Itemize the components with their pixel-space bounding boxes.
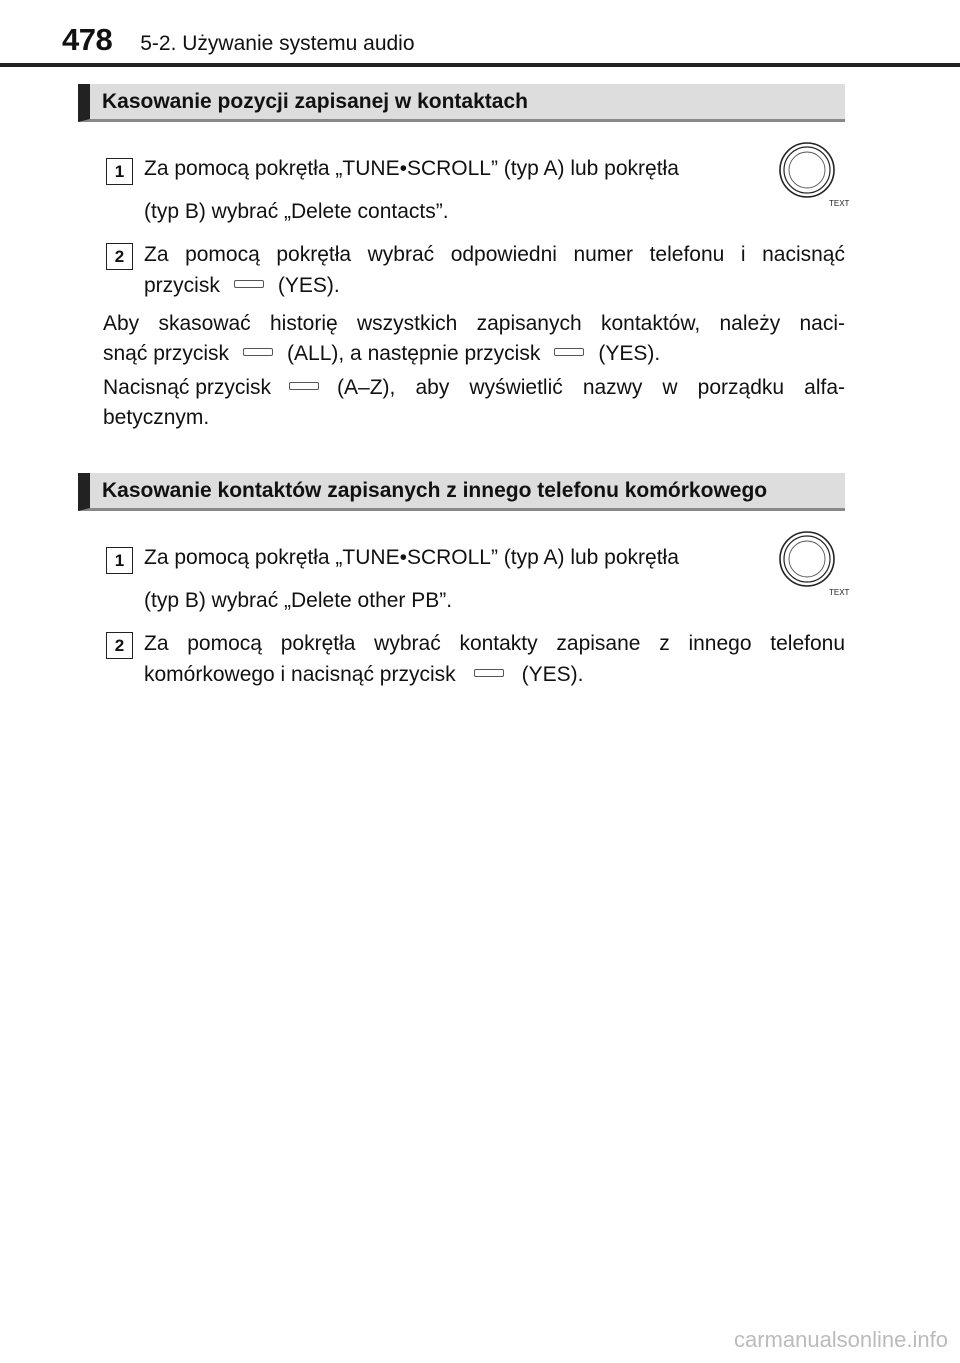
step2-line2 bbox=[144, 271, 340, 301]
step1-line1: Za pomocą pokrętła „TUNE•SCROLL” (typ A) lub pokrętła bbox=[144, 546, 679, 569]
knob-label: TEXT bbox=[829, 588, 850, 597]
section-title-delete-contact: Kasowanie pozycji zapisanej w kontaktach bbox=[78, 84, 845, 122]
para2-text-a: Nacisnąć przycisk bbox=[103, 376, 272, 399]
step2-line1: Za pomocą pokrętła wybrać odpowiedni numer telefonu i nacisnąć bbox=[144, 243, 845, 266]
page-header bbox=[62, 22, 415, 58]
step2-line1: Za pomocą pokrętła wybrać kontakty zapisane z innego telefonu bbox=[144, 632, 845, 655]
header-rule bbox=[0, 63, 960, 67]
para1-line2 bbox=[103, 339, 660, 369]
step-number-2: 2 bbox=[106, 632, 133, 659]
para1-text-b: (ALL), a następnie przycisk bbox=[287, 342, 541, 365]
step-number-2: 2 bbox=[106, 243, 133, 270]
button-icon bbox=[554, 348, 584, 356]
chapter-title: 5-2. Używanie systemu audio bbox=[140, 32, 415, 55]
para2-text-b: (A–Z), aby wyświetlić nazwy w porządku alfa- bbox=[337, 376, 845, 399]
watermark: carmanualsonline.info bbox=[733, 1327, 948, 1352]
step1-line1: Za pomocą pokrętła „TUNE•SCROLL” (typ A) lub pokrętła bbox=[144, 157, 679, 180]
button-icon bbox=[289, 382, 319, 390]
para2-line2: betycznym. bbox=[103, 406, 210, 429]
step-number-1: 1 bbox=[106, 547, 133, 574]
step1-line2: (typ B) wybrać „Delete contacts”. bbox=[144, 200, 449, 223]
para1-text-a: snąć przycisk bbox=[103, 342, 230, 365]
step2-text-b: (YES). bbox=[521, 663, 584, 686]
button-icon bbox=[234, 280, 264, 288]
knob-label: TEXT bbox=[829, 199, 850, 208]
step2-line2 bbox=[144, 660, 583, 690]
step-number-1: 1 bbox=[106, 158, 133, 185]
step1-line2: (typ B) wybrać „Delete other PB”. bbox=[144, 589, 453, 612]
para2-line1 bbox=[103, 373, 845, 403]
section-title-delete-other-phone: Kasowanie kontaktów zapisanych z innego telefonu komórkowego bbox=[78, 473, 845, 511]
button-icon bbox=[243, 348, 273, 356]
para1-line1: Aby skasować historię wszystkich zapisanych kontaktów, należy naci- bbox=[103, 312, 845, 335]
button-icon bbox=[474, 669, 504, 677]
step2-text-b: (YES). bbox=[277, 274, 340, 297]
para1-text-c: (YES). bbox=[598, 342, 661, 365]
step2-text-a: przycisk bbox=[144, 274, 220, 297]
step2-text-a: komórkowego i nacisnąć przycisk bbox=[144, 663, 456, 686]
tune-scroll-knob-icon bbox=[773, 140, 850, 210]
page-number: 478 bbox=[62, 22, 113, 57]
tune-scroll-knob-icon bbox=[773, 529, 850, 599]
